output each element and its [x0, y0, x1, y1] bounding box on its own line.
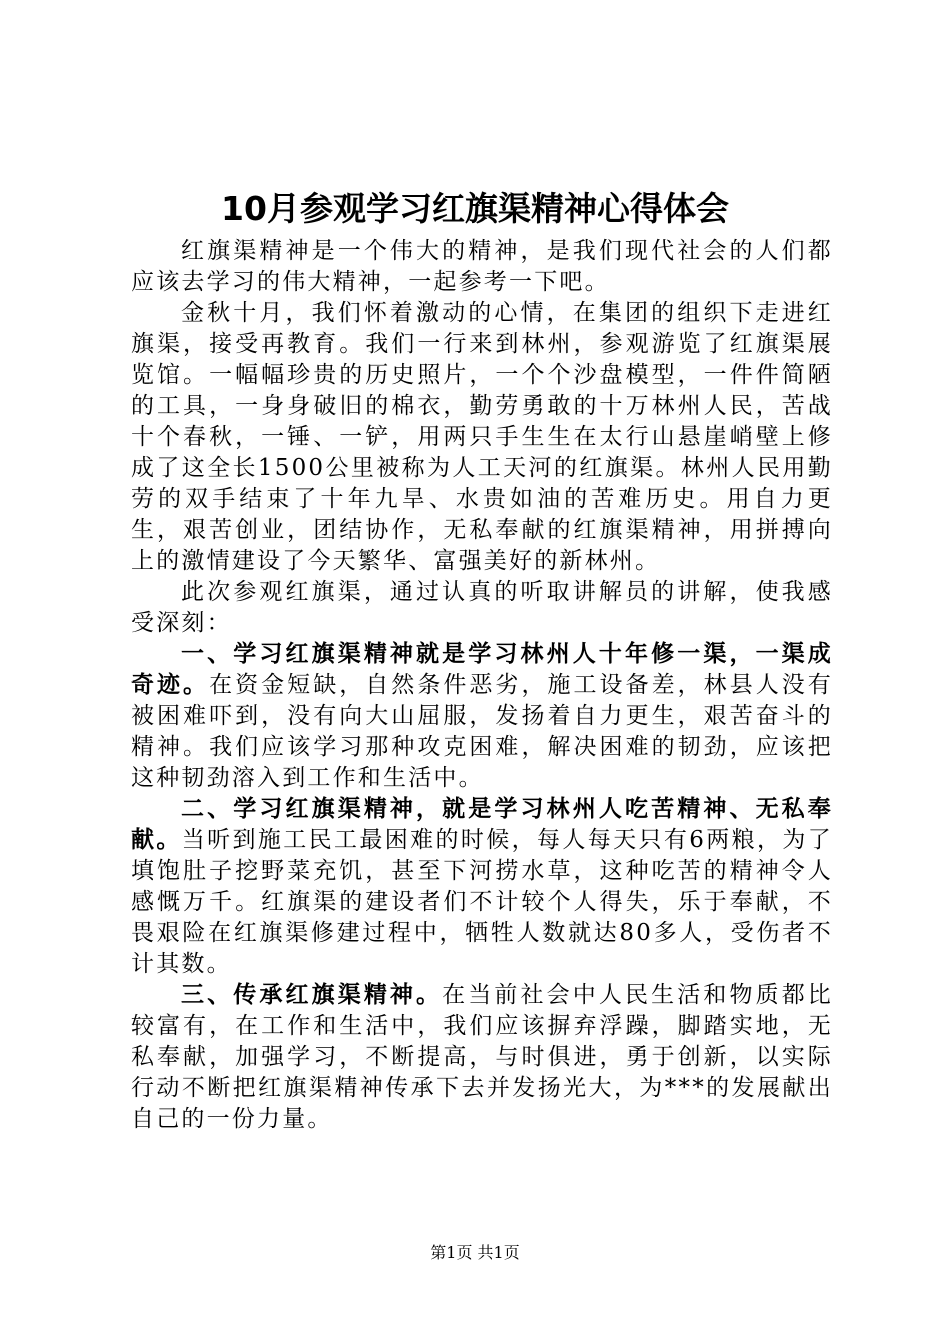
- page-footer: 第1页 共1页: [430, 1243, 520, 1262]
- paragraph-point-one: [131, 639, 833, 794]
- paragraph-point-two: [131, 794, 833, 980]
- paragraph-lead: 一、学习红旗渠精神就是学习林州人十年修一渠，一渠成奇迹。: [131, 641, 833, 698]
- paragraph-point-three: [131, 980, 833, 1135]
- paragraph-text: 金秋十月，我们怀着激动的心情，在集团的组织下走进红旗渠，接受再教育。我们一行来到林州，参观游览了红旗渠展览馆。一幅幅珍贵的历史照片，一个个沙盘模型，一件件简陋的工具，一身身破旧的棉衣，勤劳勇敢的十万林州人民，苦战十个春秋，一锤、一铲，用两只手生生在太行山悬崖峭壁上修成了这全长1500公里被称为人工天河的红旗渠。林州人民用勤劳的双手结束了十年九旱、水贵如油的苦难历史。用自力更生，艰苦创业，团结协作，无私奉献的红旗渠精神，用拼搏向上的激情建设了今天繁华、富强美好的新林州。: [131, 300, 833, 574]
- paragraph-text: 红旗渠精神是一个伟大的精神，是我们现代社会的人们都应该去学习的伟大精神，一起参考一下吧。: [131, 238, 833, 295]
- paragraph-text: 在资金短缺，自然条件恶劣，施工设备差，林县人没有被困难吓到，没有向大山屈服，发扬着自力更生，艰苦奋斗的精神。我们应该学习那种攻克困难，解决困难的韧劲，应该把这种韧劲溶入到工作和生活中。: [131, 672, 833, 791]
- paragraph-text: 在当前社会中人民生活和物质都比较富有，在工作和生活中，我们应该摒弃浮躁，脚踏实地，无私奉献，加强学习，不断提高，与时俱进，勇于创新，以实际行动不断把红旗渠精神传承下去并发扬光大，为***的发展献出自己的一份力量。: [131, 982, 834, 1132]
- paragraph-lead: 二、学习红旗渠精神，就是学习林州人吃苦精神、无私奉献。: [131, 796, 833, 853]
- paragraph-visit: [131, 298, 833, 577]
- paragraph-text: 此次参观红旗渠，通过认真的听取讲解员的讲解，使我感受深刻：: [131, 579, 833, 636]
- paragraph-feelings: [131, 577, 833, 639]
- paragraph-text: 当听到施工民工最困难的时候，每人每天只有6两粮，为了填饱肚子挖野菜充饥，甚至下河捞水草，这种吃苦的精神令人感慨万千。红旗渠的建设者们不计较个人得失，乐于奉献，不畏艰险在红旗渠修建过程中，牺牲人数就达80多人，受伤者不计其数。: [131, 827, 833, 977]
- paragraph-intro: [131, 236, 833, 298]
- document-body: [131, 236, 833, 1135]
- paragraph-lead: 三、传承红旗渠精神。: [181, 982, 443, 1008]
- page-title: 10月参观学习红旗渠精神心得体会: [221, 189, 729, 228]
